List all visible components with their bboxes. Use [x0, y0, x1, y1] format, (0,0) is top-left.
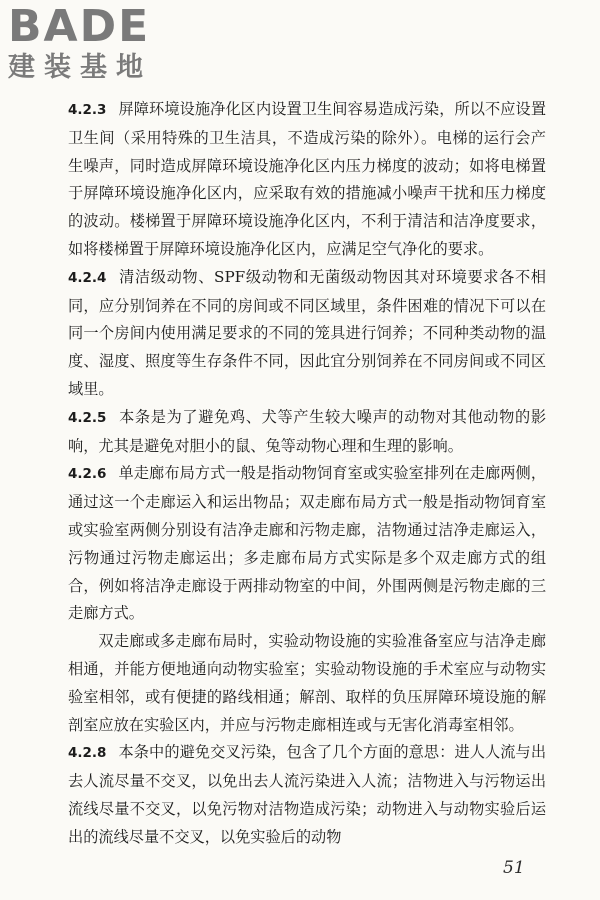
clause-number: 4.2.5: [68, 409, 107, 426]
clause-text: 本条是为了避免鸡、犬等产生较大噪声的动物对其他动物的影响，尤其是避免对胆小的鼠、兔等动物心理和生理的影响。: [68, 407, 546, 455]
clause-text: 双走廊或多走廊布局时，实验动物设施的实验准备室应与洁净走廊相通，并能方便地通向动物实验室；实验动物设施的手术室应与动物实验室相邻，或有便捷的路线相通；解剖、取样的负压屏障环境设施的解剖室应放在实验区内，并应与污物走廊相连或与无害化消毒室相邻。: [68, 632, 546, 734]
document-body: [68, 96, 546, 852]
clause-number: 4.2.6: [68, 466, 107, 483]
clause-text: 本条中的避免交叉污染，包含了几个方面的意思：进人人流与出去人流尽量不交叉，以免出去人流污染进入人流；洁物进入与污物运出流线尽量不交叉，以免污物对洁物造成污染；动物进入与动物实验后运出的流线尽量不交叉，以免实验后的动物: [68, 743, 546, 846]
clause-text: 单走廊布局方式一般是指动物饲育室或实验室排列在走廊两侧，通过这一个走廊运入和运出物品；双走廊布局方式一般是指动物饲育室或实验室两侧分别设有洁净走廊和污物走廊，洁物通过洁净走廊运入，污物通过污物走廊运出；多走廊布局方式实际是多个双走廊方式的组合，例如将洁净走廊设于两排动物室的中间，外围两侧是污物走廊的三走廊方式。: [68, 464, 546, 623]
clause-4-2-6: [68, 460, 546, 628]
bade-logo: [8, 1, 178, 90]
clause-text: 清洁级动物、SPF级动物和无菌级动物因其对环境要求各不相同，应分别饲养在不同的房间或不同区域里，条件困难的情况下可以在同一个房间内使用满足要求的不同的笼具进行饲养；不同种类动物的温度、湿度、照度等生存条件不同，因此宜分别饲养在不同房间或不同区域里。: [68, 267, 546, 398]
logo-wordmark: BADE: [8, 1, 151, 52]
clause-number: 4.2.4: [68, 269, 107, 286]
clause-4-2-5: [68, 404, 546, 461]
clause-4-2-6-continuation: [68, 628, 546, 739]
clause-4-2-8: [68, 739, 546, 851]
clause-4-2-4: [68, 264, 546, 404]
logo-subtitle: 建装基地: [8, 52, 152, 83]
clause-number: 4.2.3: [68, 102, 107, 118]
clause-number: 4.2.8: [68, 745, 107, 762]
clause-text: 屏障环境设施净化区内设置卫生间容易造成污染，所以不应设置卫生间（采用特殊的卫生洁具，不造成污染的除外）。电梯的运行会产生噪声，同时造成屏障环境设施净化区内压力梯度的波动；如将电梯置于屏障环境设施净化区内，应采取有效的措施减小噪声干扰和压力梯度的波动。楼梯置于屏障环境设施净化区内，不利于清洁和洁净度要求，如将楼梯置于屏障环境设施净化区内，应满足空气净化的要求。: [68, 100, 546, 258]
page-number: 51: [503, 858, 525, 878]
clause-4-2-3: [68, 96, 546, 264]
